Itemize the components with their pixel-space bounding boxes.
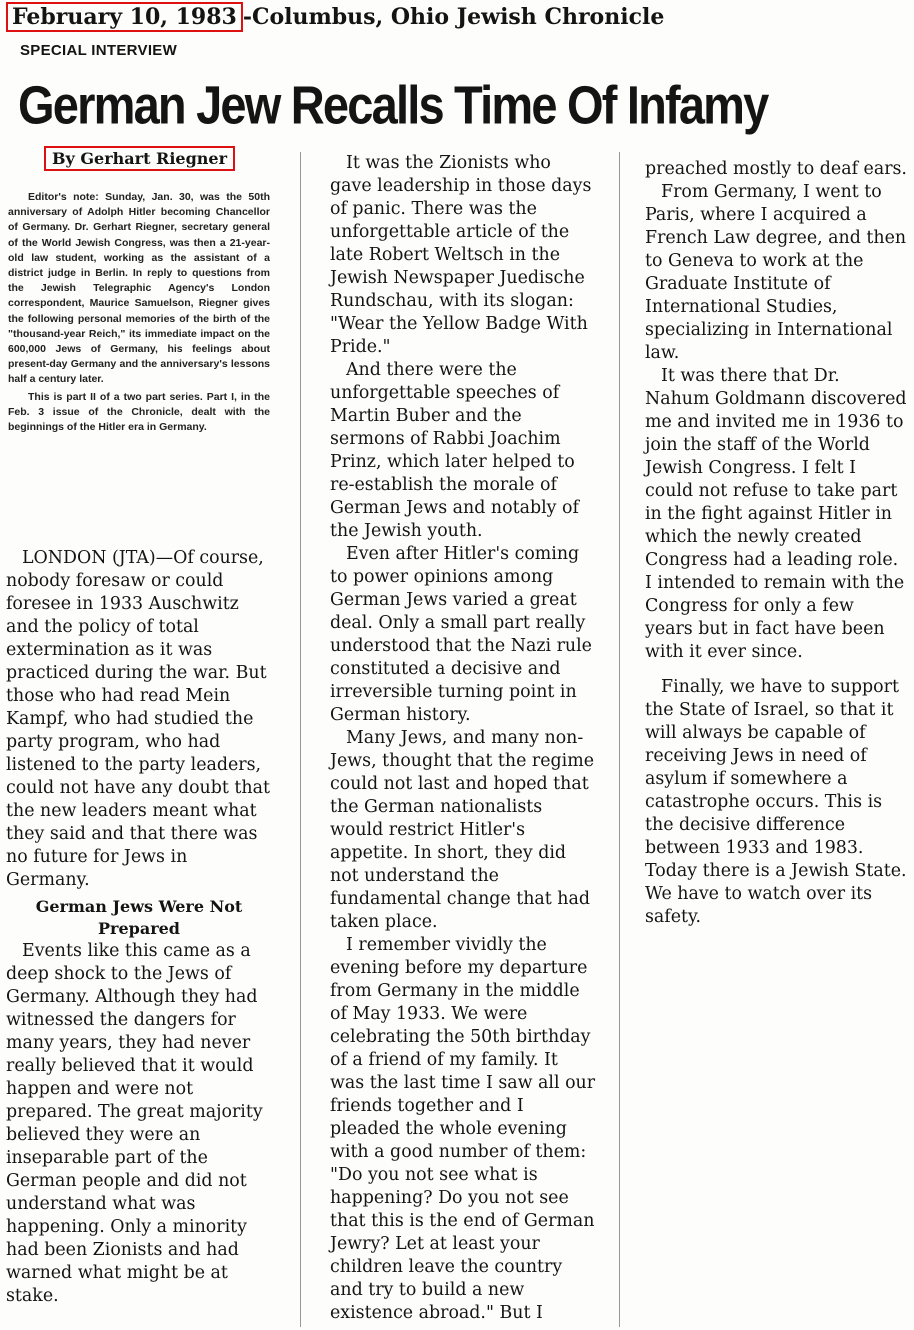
publication-name: -Columbus, Ohio Jewish Chronicle	[242, 4, 665, 30]
article-paragraph: Finally, we have to support the State of Israel, so that it will always be capable of receiving Jews in need of asylum if somewhere a catastrophe occurs. This is the decisive difference between 1933 and 1983. Today there is a Jewish State. We have to watch over its safety.	[645, 677, 907, 927]
column-divider	[619, 152, 620, 1327]
masthead	[6, 2, 664, 32]
article-column-3	[645, 158, 907, 929]
subheading: German Jews Were Not Prepared	[35, 897, 243, 938]
column-divider	[300, 152, 301, 1327]
editors-note-paragraph: This is part II of a two part series. Part I, in the Feb. 3 issue of the Chronicle, dealt with the beginnings of the Hitler era in Germany.	[8, 390, 270, 434]
article-paragraph: It was the Zionists who gave leadership in those days of panic. There was the unforgettable article of the late Robert Weltsch in the Jewish Newspaper Juedische Rundschau, with its slogan: "Wear the Yellow Badge With Pride."	[330, 153, 592, 357]
article-column-2	[330, 152, 596, 1325]
article-paragraph: It was there that Dr. Nahum Goldmann discovered me and invited me in 1936 to join the staff of the World Jewish Congress. I felt I could not refuse to take part in the fight against Hitler in which the newly created Congress had a leading role. I intended to remain with the Congress for only a few years but in fact have been with it ever since.	[645, 366, 907, 662]
article-paragraph: LONDON (JTA)—Of course, nobody foresaw or could foresee in 1933 Auschwitz and the policy of total extermination as it was practiced during the war. But those who had read Mein Kampf, who had studied the party program, who had listened to the party leaders, could not have any doubt that the new leaders meant what they said and that there was no future for Jews in Germany.	[6, 548, 270, 890]
editors-note	[8, 190, 270, 435]
issue-date: February 10, 1983	[6, 2, 243, 32]
article-paragraph: Many Jews, and many non-Jews, thought that the regime could not last and hoped that the German nationalists would restrict Hitler's appetite. In short, they did not understand the fundamental change that had taken place.	[330, 728, 595, 932]
headline: German Jew Recalls Time Of Infamy	[18, 73, 768, 135]
article-paragraph: I remember vividly the evening before my departure from Germany in the middle of May 1933. We were celebrating the 50th birthday of a friend of my family. It was the last time I saw all our friends together and I pleaded the whole evening with a good number of them: "Do you not see what is happening? Do you not see that this is the end of German Jewry? Let at least your children leave the country and try to build a new existence abroad." But I	[330, 935, 596, 1323]
article-paragraph: And there were the unforgettable speeches of Martin Buber and the sermons of Rabbi Joachim Prinz, which later helped to re-establish the morale of German Jews and notably of the Jewish youth.	[330, 360, 579, 541]
section-label: SPECIAL INTERVIEW	[20, 42, 178, 59]
article-paragraph: preached mostly to deaf ears.	[645, 159, 907, 179]
article-column-1	[6, 547, 272, 1308]
article-paragraph: Events like this came as a deep shock to the Jews of Germany. Although they had witnessed the dangers for many years, they had never really believed that it would happen and were not prepared. The great majority believed they were an inseparable part of the German people and did not understand what was happening. Only a minority had been Zionists and had warned what might be at stake.	[6, 941, 263, 1306]
byline: By Gerhart Riegner	[44, 146, 235, 171]
editors-note-paragraph: Editor's note: Sunday, Jan. 30, was the 50th anniversary of Adolph Hitler becoming Chancellor of Germany. Dr. Gerhart Riegner, secretary general of the World Jewish Congress, was then a 21-year-old law student, working as the assistant of a district judge in Berlin. In reply to questions from the Jewish Telegraphic Agency's London correspondent, Maurice Samuelson, Riegner gives the following personal memories of the birth of the "thousand-year Reich," its immediate impact on the 600,000 Jews of Germany, his feelings about present-day Germany and the anniversary's lessons half a century later.	[8, 191, 270, 386]
article-paragraph: From Germany, I went to Paris, where I acquired a French Law degree, and then to Geneva to work at the Graduate Institute of International Studies, specializing in International law.	[645, 182, 907, 363]
article-paragraph: Even after Hitler's coming to power opinions among German Jews varied a great deal. Only a small part really understood that the Nazi rule constituted a decisive and irreversible turning point in German history.	[330, 544, 592, 725]
